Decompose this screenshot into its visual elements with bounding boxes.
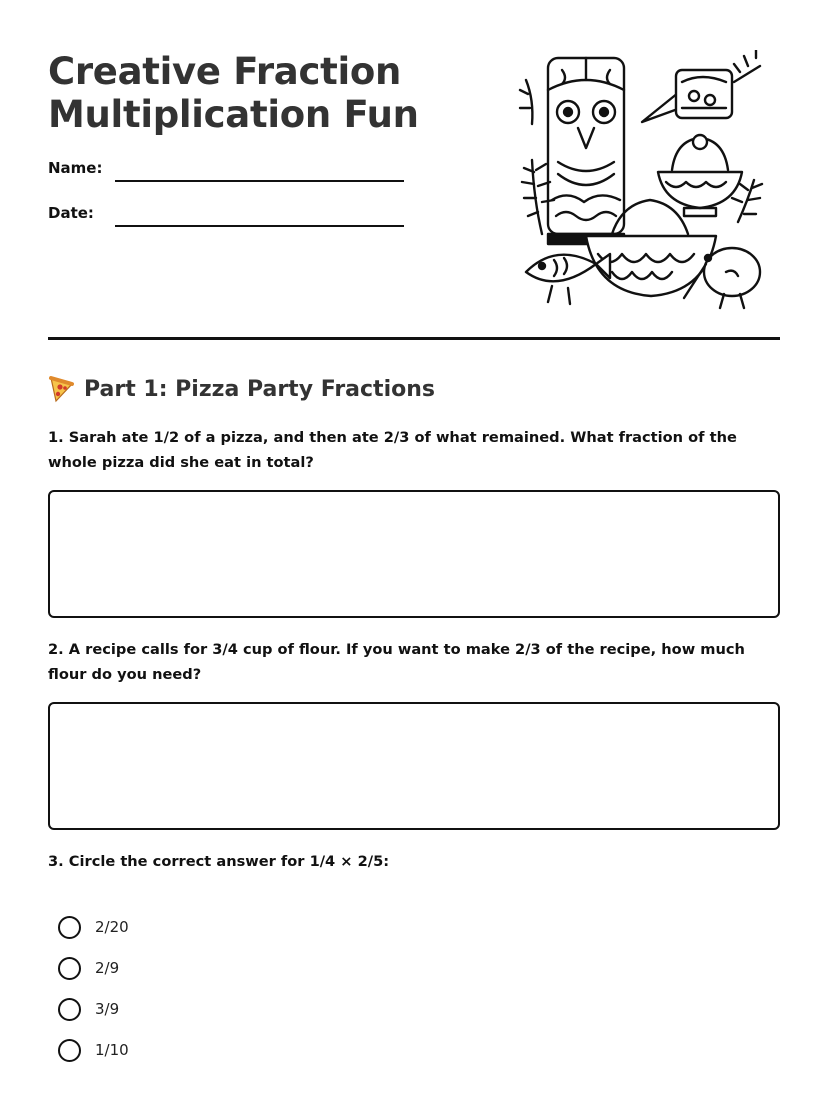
- part1-title: Part 1: Pizza Party Fractions: [84, 376, 435, 402]
- option-label: 1/10: [95, 1041, 129, 1059]
- name-label: Name:: [48, 159, 103, 177]
- title-line-2: Multiplication Fun: [48, 93, 419, 136]
- answer-option[interactable]: [58, 915, 129, 939]
- option-label: 2/9: [95, 959, 120, 977]
- radio-circle[interactable]: [58, 957, 81, 980]
- option-label: 2/20: [95, 918, 129, 936]
- question-2: 2. A recipe calls for 3/4 cup of flour. If you want to make 2/3 of the recipe, how much flour do you need?: [48, 641, 745, 683]
- answer-option[interactable]: [58, 956, 119, 980]
- name-field[interactable]: [115, 180, 404, 182]
- dessert-bowl-icon: [658, 135, 742, 216]
- answer-box-1[interactable]: [48, 490, 780, 618]
- date-field[interactable]: [115, 225, 404, 227]
- header-divider: [48, 337, 780, 340]
- title-line-1: Creative Fraction: [48, 50, 402, 93]
- radio-circle[interactable]: [58, 1039, 81, 1062]
- answer-box-2[interactable]: [48, 702, 780, 830]
- date-label: Date:: [48, 204, 94, 222]
- illustration: [512, 50, 780, 314]
- worksheet-title: [48, 50, 468, 136]
- radio-circle[interactable]: [58, 998, 81, 1021]
- question-1: 1. Sarah ate 1/2 of a pizza, and then ate 2/3 of what remained. What fraction of the whole pizza did she eat in total?: [48, 429, 737, 471]
- answer-option[interactable]: [58, 1038, 129, 1062]
- pizza-icon: [48, 375, 74, 403]
- part1-heading: [48, 372, 435, 406]
- tiki-carving-icon: [548, 58, 624, 244]
- radio-circle[interactable]: [58, 916, 81, 939]
- question-3: 3. Circle the correct answer for 1/4 × 2/5:: [48, 853, 390, 870]
- answer-option[interactable]: [58, 997, 119, 1021]
- option-label: 3/9: [95, 1000, 120, 1018]
- pie-slice-icon: [642, 50, 760, 122]
